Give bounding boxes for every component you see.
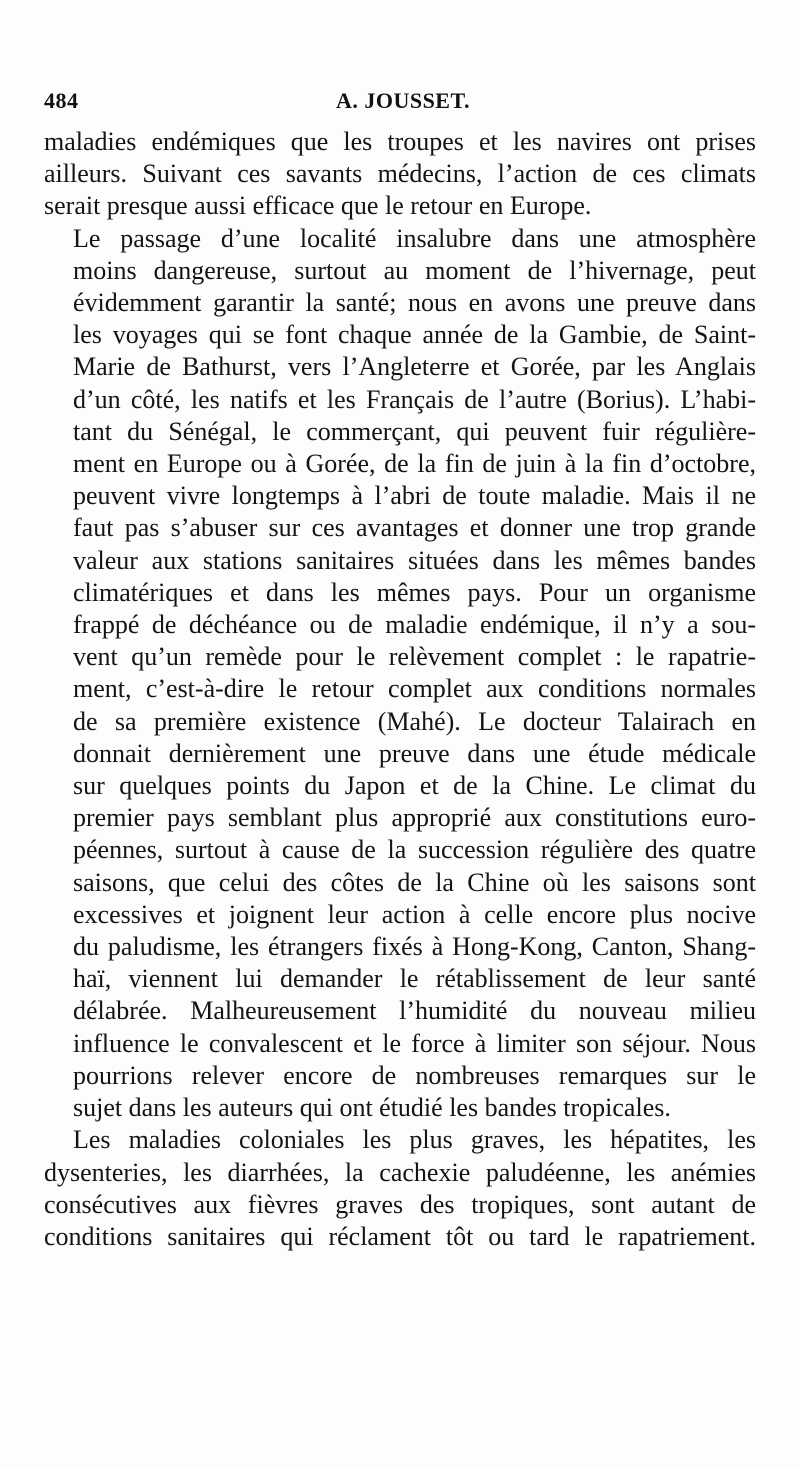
text-line: saisons, que celui des côtes de la Chine où les saisons sont xyxy=(73,867,756,897)
text-line: conditions sanitaires qui réclament tôt ou tard le rapatriement. xyxy=(44,1221,756,1251)
body-text xyxy=(44,126,756,1253)
text-line: influence le convalescent et le force à limiter son séjour. Nous xyxy=(73,1028,756,1058)
text-line: ailleurs. Suivant ces savants médecins, l’action de ces climats xyxy=(44,159,756,189)
text-line: valeur aux stations sanitaires situées dans les mêmes bandes xyxy=(73,545,756,575)
paragraph-3 xyxy=(44,1124,756,1253)
text-line: tant du Sénégal, le commerçant, qui peuvent fuir régulière- xyxy=(73,416,756,446)
text-line: ment, c’est-à-dire le retour complet aux conditions normales xyxy=(73,674,756,704)
text-line: vent qu’un remède pour le relèvement complet : le rapatrie- xyxy=(73,642,756,672)
text-line: consécutives aux fièvres graves des tropiques, sont autant de xyxy=(44,1189,756,1219)
text-line: dysenteries, les diarrhées, la cachexie paludéenne, les anémies xyxy=(44,1157,756,1187)
text-line: du paludisme, les étrangers fixés à Hong-Kong, Canton, Shang- xyxy=(73,932,756,962)
text-line: haï, viennent lui demander le rétablissement de leur santé xyxy=(73,964,756,994)
paragraph-2 xyxy=(44,223,756,1125)
text-line: moins dangereuse, surtout au moment de l’hivernage, peut xyxy=(73,255,756,285)
running-head: A. JOUSSET. xyxy=(335,88,471,113)
text-line: donnait dernièrement une preuve dans une étude médicale xyxy=(73,738,756,768)
page-number: 484 xyxy=(44,88,79,113)
text-line: de sa première existence (Mahé). Le docteur Talairach en xyxy=(73,706,756,736)
paragraph-1 xyxy=(44,126,756,223)
text-line: les voyages qui se font chaque année de la Gambie, de Saint- xyxy=(73,320,756,350)
text-line: Marie de Bathurst, vers l’Angleterre et Gorée, par les Anglais xyxy=(73,352,756,382)
page-header xyxy=(44,88,762,118)
text-line: d’un côté, les natifs et les Français de l’autre (Borius). L’habi- xyxy=(73,384,756,414)
text-line: climatériques et dans les mêmes pays. Pour un organisme xyxy=(73,577,756,607)
text-line: maladies endémiques que les troupes et les navires ont prises xyxy=(44,127,756,156)
text-line: frappé de déchéance ou de maladie endémique, il n’y a sou- xyxy=(73,610,756,640)
text-line: sur quelques points du Japon et de la Chine. Le climat du xyxy=(73,771,756,801)
text-line: péennes, surtout à cause de la succession régulière des quatre xyxy=(73,835,756,865)
text-line: sujet dans les auteurs qui ont étudié les bandes tropicales. xyxy=(73,1093,671,1123)
text-line: Le passage d’une localité insalubre dans une atmosphère xyxy=(73,223,756,253)
text-line: évidemment garantir la santé; nous en avons une preuve dans xyxy=(73,288,756,318)
text-line: premier pays semblant plus approprié aux constitutions euro- xyxy=(73,803,756,833)
text-line: Les maladies coloniales les plus graves, les hépatites, les xyxy=(73,1125,756,1155)
text-line: délabrée. Malheureusement l’humidité du nouveau milieu xyxy=(73,996,756,1026)
text-line: faut pas s’abuser sur ces avantages et donner une trop grande xyxy=(73,513,756,543)
text-line: ment en Europe ou à Gorée, de la fin de juin à la fin d’octobre, xyxy=(73,449,756,479)
text-line: pourrions relever encore de nombreuses remarques sur le xyxy=(73,1060,756,1090)
text-line: excessives et joignent leur action à celle encore plus nocive xyxy=(73,899,756,929)
text-line: serait presque aussi efficace que le retour en Europe. xyxy=(44,191,592,221)
text-line: peuvent vivre longtemps à l’abri de toute maladie. Mais il ne xyxy=(73,481,756,511)
